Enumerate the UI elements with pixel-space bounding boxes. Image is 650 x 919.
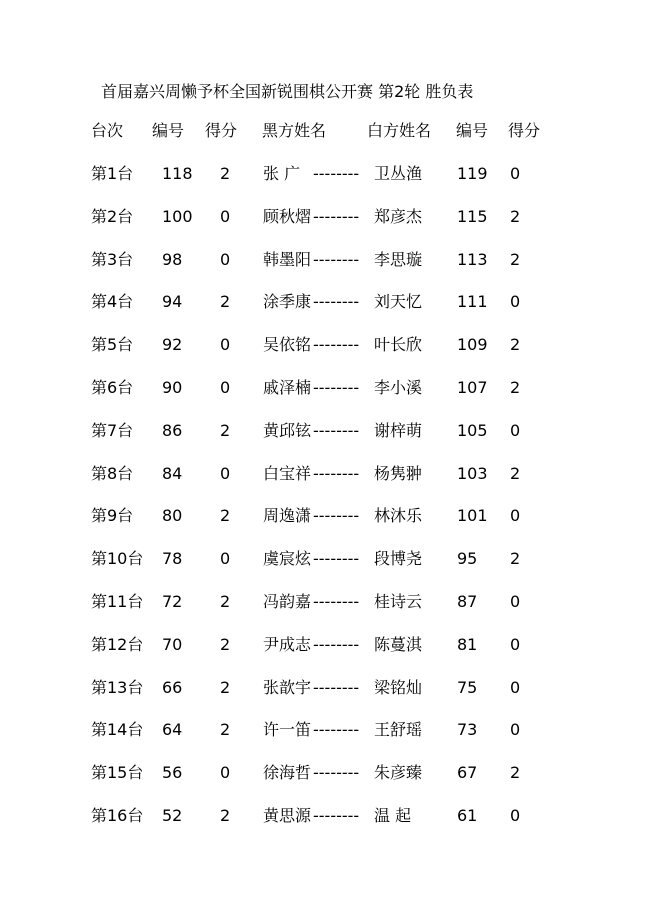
white-id: 109 — [457, 335, 488, 354]
black-id: 52 — [162, 806, 183, 825]
separator: -------- — [313, 720, 360, 739]
separator: -------- — [313, 678, 360, 697]
white-score: 0 — [510, 592, 521, 611]
white-score: 2 — [510, 250, 521, 269]
white-score: 2 — [510, 549, 521, 568]
separator: -------- — [313, 250, 360, 269]
header-white-score: 得分 — [508, 121, 541, 140]
table-number: 第1台 — [91, 164, 134, 183]
page-title: 首届嘉兴周懒予杯全国新锐围棋公开赛 第2轮 胜负表 — [101, 82, 474, 101]
black-name: 张 广 — [263, 164, 301, 183]
white-score: 0 — [510, 635, 521, 654]
white-name: 卫丛渔 — [374, 164, 423, 183]
black-score: 2 — [220, 635, 231, 654]
white-name: 刘天忆 — [374, 292, 423, 311]
black-name: 徐海哲 — [263, 763, 312, 782]
white-name: 谢梓萌 — [374, 421, 423, 440]
header-white-id: 编号 — [456, 121, 489, 140]
black-score: 0 — [220, 763, 231, 782]
separator: -------- — [313, 464, 360, 483]
header-black-name: 黑方姓名 — [262, 121, 327, 140]
table-number: 第2台 — [91, 207, 134, 226]
black-name: 戚泽楠 — [263, 378, 312, 397]
white-name: 李小溪 — [374, 378, 423, 397]
white-score: 2 — [510, 207, 521, 226]
separator: -------- — [313, 506, 360, 525]
white-id: 67 — [457, 763, 478, 782]
black-score: 2 — [220, 421, 231, 440]
white-id: 103 — [457, 464, 488, 483]
separator: -------- — [313, 207, 360, 226]
white-name: 李思璇 — [374, 250, 423, 269]
white-name: 段博尧 — [374, 549, 423, 568]
black-id: 100 — [162, 207, 193, 226]
table-number: 第6台 — [91, 378, 134, 397]
separator: -------- — [313, 549, 360, 568]
separator: -------- — [313, 164, 360, 183]
table-number: 第14台 — [91, 720, 144, 739]
white-id: 75 — [457, 678, 478, 697]
separator: -------- — [313, 421, 360, 440]
table-number: 第9台 — [91, 506, 134, 525]
black-id: 56 — [162, 763, 183, 782]
table-number: 第5台 — [91, 335, 134, 354]
black-id: 84 — [162, 464, 183, 483]
white-name: 梁铭灿 — [374, 678, 423, 697]
white-name: 叶长欣 — [374, 335, 423, 354]
black-name: 顾秋熠 — [263, 207, 312, 226]
black-score: 2 — [220, 678, 231, 697]
black-id: 86 — [162, 421, 183, 440]
white-name: 桂诗云 — [374, 592, 423, 611]
black-score: 2 — [220, 506, 231, 525]
white-score: 2 — [510, 763, 521, 782]
white-id: 111 — [457, 292, 488, 311]
white-id: 115 — [457, 207, 488, 226]
separator: -------- — [313, 292, 360, 311]
white-score: 0 — [510, 678, 521, 697]
table-number: 第16台 — [91, 806, 144, 825]
separator: -------- — [313, 806, 360, 825]
white-name: 林沐乐 — [374, 506, 423, 525]
white-id: 113 — [457, 250, 488, 269]
black-name: 张歆宇 — [263, 678, 312, 697]
white-name: 杨隽翀 — [374, 464, 423, 483]
table-number: 第12台 — [91, 635, 144, 654]
black-name: 白宝祥 — [263, 464, 312, 483]
black-score: 2 — [220, 292, 231, 311]
table-number: 第4台 — [91, 292, 134, 311]
white-score: 2 — [510, 335, 521, 354]
white-score: 0 — [510, 421, 521, 440]
black-name: 涂季康 — [263, 292, 312, 311]
separator: -------- — [313, 335, 360, 354]
white-score: 0 — [510, 506, 521, 525]
black-id: 80 — [162, 506, 183, 525]
white-score: 0 — [510, 164, 521, 183]
black-id: 118 — [162, 164, 193, 183]
black-score: 0 — [220, 335, 231, 354]
black-score: 2 — [220, 592, 231, 611]
black-score: 2 — [220, 720, 231, 739]
white-id: 81 — [457, 635, 478, 654]
black-score: 0 — [220, 549, 231, 568]
header-table: 台次 — [91, 121, 124, 140]
white-score: 0 — [510, 806, 521, 825]
white-score: 0 — [510, 720, 521, 739]
white-name: 温 起 — [374, 806, 412, 825]
black-name: 许一笛 — [263, 720, 312, 739]
black-score: 0 — [220, 464, 231, 483]
black-score: 0 — [220, 250, 231, 269]
table-number: 第13台 — [91, 678, 144, 697]
separator: -------- — [313, 763, 360, 782]
table-number: 第8台 — [91, 464, 134, 483]
white-id: 119 — [457, 164, 488, 183]
black-score: 0 — [220, 378, 231, 397]
black-name: 尹成志 — [263, 635, 312, 654]
black-id: 92 — [162, 335, 183, 354]
table-number: 第11台 — [91, 592, 144, 611]
black-score: 2 — [220, 806, 231, 825]
white-id: 107 — [457, 378, 488, 397]
separator: -------- — [313, 378, 360, 397]
black-id: 78 — [162, 549, 183, 568]
separator: -------- — [313, 592, 360, 611]
white-score: 2 — [510, 378, 521, 397]
table-number: 第7台 — [91, 421, 134, 440]
table-number: 第3台 — [91, 250, 134, 269]
table-number: 第15台 — [91, 763, 144, 782]
header-white-name: 白方姓名 — [367, 121, 432, 140]
table-number: 第10台 — [91, 549, 144, 568]
black-id: 70 — [162, 635, 183, 654]
white-id: 73 — [457, 720, 478, 739]
header-black-score: 得分 — [205, 121, 238, 140]
black-name: 黄思源 — [263, 806, 312, 825]
black-name: 吴依铭 — [263, 335, 312, 354]
white-id: 95 — [457, 549, 478, 568]
white-id: 101 — [457, 506, 488, 525]
header-black-id: 编号 — [152, 121, 185, 140]
white-name: 陈蔓淇 — [374, 635, 423, 654]
white-id: 61 — [457, 806, 478, 825]
black-id: 94 — [162, 292, 183, 311]
black-id: 72 — [162, 592, 183, 611]
black-name: 虞宸炫 — [263, 549, 312, 568]
black-score: 0 — [220, 207, 231, 226]
black-name: 黄邱铉 — [263, 421, 312, 440]
white-id: 87 — [457, 592, 478, 611]
white-name: 朱彦臻 — [374, 763, 423, 782]
white-score: 2 — [510, 464, 521, 483]
separator: -------- — [313, 635, 360, 654]
black-name: 周逸潇 — [263, 506, 312, 525]
black-id: 64 — [162, 720, 183, 739]
black-id: 98 — [162, 250, 183, 269]
black-score: 2 — [220, 164, 231, 183]
black-name: 韩墨阳 — [263, 250, 312, 269]
black-id: 66 — [162, 678, 183, 697]
white-score: 0 — [510, 292, 521, 311]
white-id: 105 — [457, 421, 488, 440]
black-id: 90 — [162, 378, 183, 397]
white-name: 王舒瑶 — [374, 720, 423, 739]
white-name: 郑彦杰 — [374, 207, 423, 226]
black-name: 冯韵嘉 — [263, 592, 312, 611]
